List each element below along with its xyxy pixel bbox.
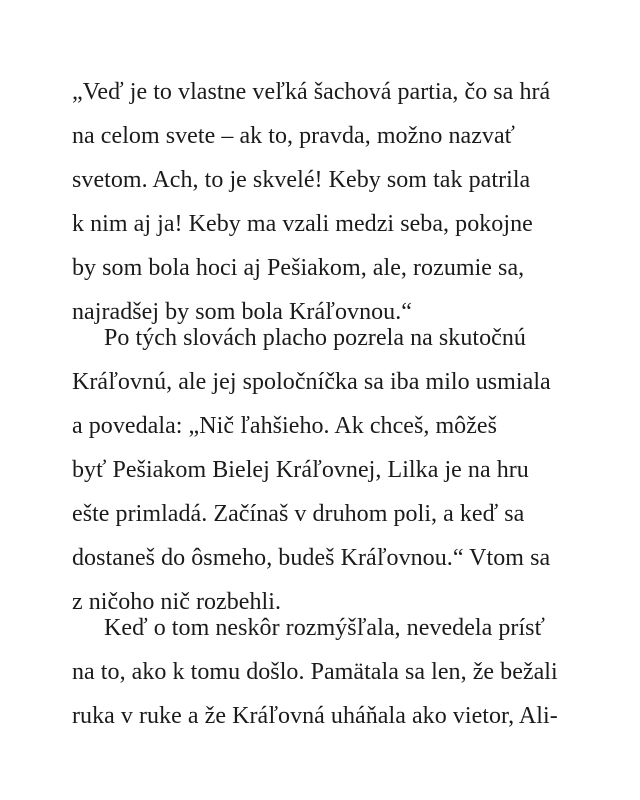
text-line: na to, ako k tomu došlo. Pamätala sa len, že bežali bbox=[72, 659, 558, 685]
text-line: svetom. Ach, to je skvelé! Keby som tak patrila bbox=[72, 167, 531, 193]
text-line: z ničoho nič rozbehli. bbox=[72, 589, 282, 615]
text-line: byť Pešiakom Bielej Kráľovnej, Lilka je na hru bbox=[72, 457, 529, 483]
text-line: „Veď je to vlastne veľká šachová partia, čo sa hrá bbox=[72, 79, 551, 105]
text-line: najradšej by som bola Kráľovnou.“ bbox=[72, 299, 412, 325]
paragraph-start-line: Po tých slovách placho pozrela na skutočnú bbox=[104, 325, 526, 351]
text-line: by som bola hoci aj Pešiakom, ale, rozumie sa, bbox=[72, 255, 525, 281]
text-line: k nim aj ja! Keby ma vzali medzi seba, pokojne bbox=[72, 211, 533, 237]
text-line: ruka v ruke a že Kráľovná uháňala ako vietor, Ali- bbox=[72, 703, 558, 729]
text-line: a povedala: „Nič ľahšieho. Ak chceš, môžeš bbox=[72, 413, 498, 439]
text-line: ešte primladá. Začínaš v druhom poli, a keď sa bbox=[72, 501, 525, 527]
text-line: Kráľovnú, ale jej spoločníčka sa iba milo usmiala bbox=[72, 369, 551, 395]
text-line: dostaneš do ôsmeho, budeš Kráľovnou.“ Vtom sa bbox=[72, 545, 551, 571]
paragraph-start-line: Keď o tom neskôr rozmýšľala, nevedela prísť bbox=[104, 615, 545, 641]
text-line: na celom svete – ak to, pravda, možno nazvať bbox=[72, 123, 515, 149]
